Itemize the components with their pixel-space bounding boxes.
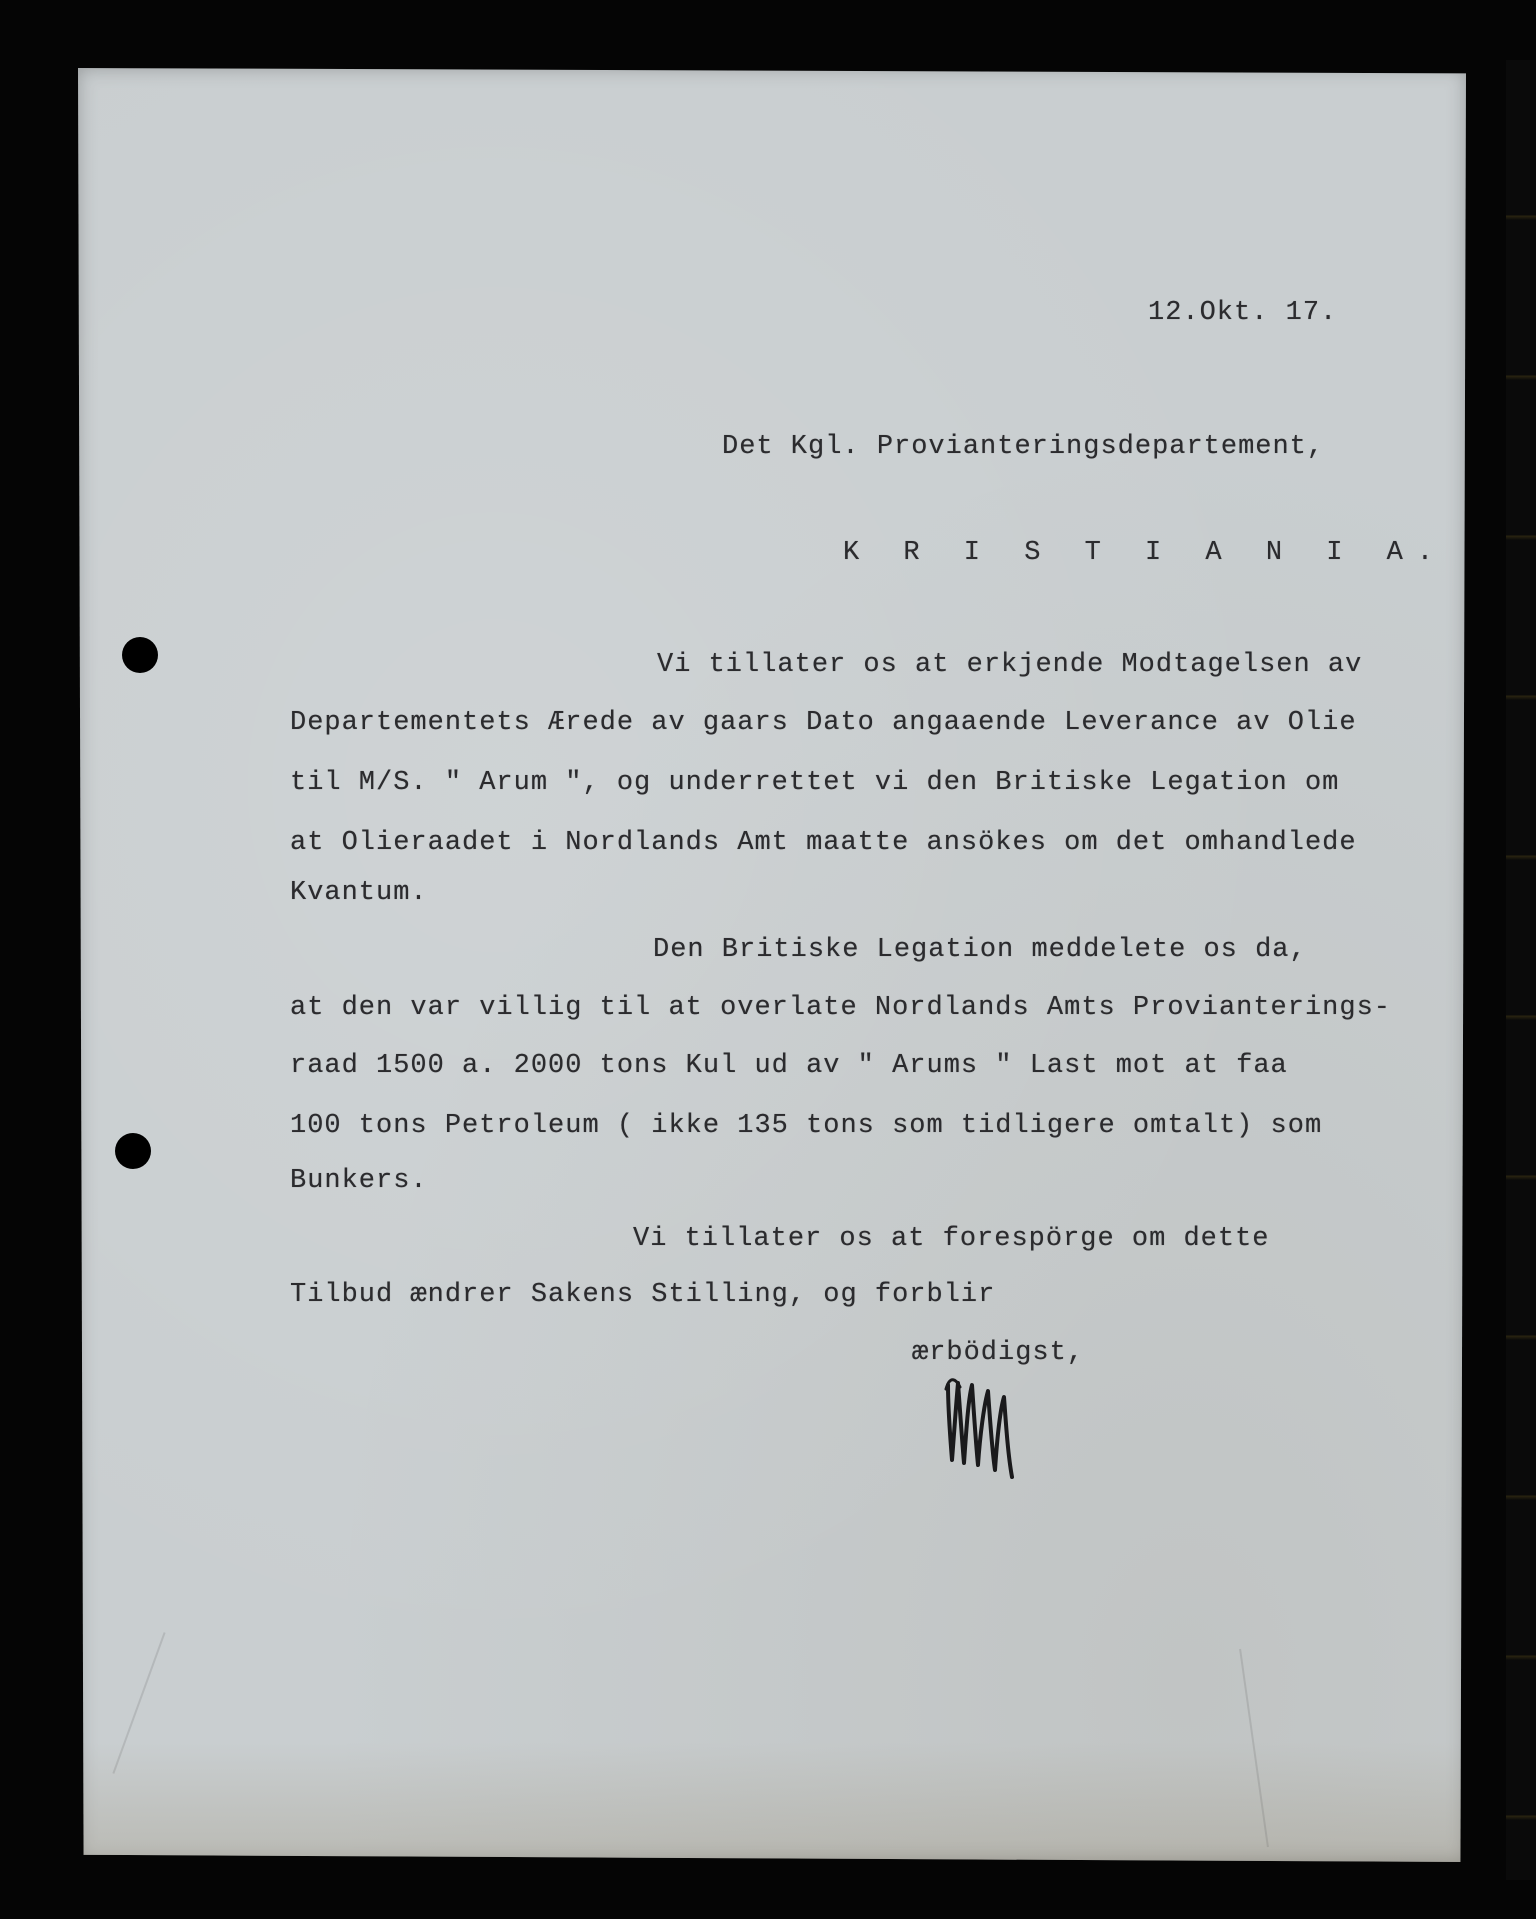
letter-addressee: Det Kgl. Provianteringsdepartement, [722,432,1325,462]
punch-hole-bottom [115,1133,151,1169]
letter-closing: ærbödigst, [912,1338,1085,1368]
paragraph3-line: Vi tillater os at forespörge om dette [633,1224,1270,1254]
paragraph1-line: Vi tillater os at erkjende Modtagelsen av [657,650,1363,680]
paragraph2-line: Bunkers. [290,1166,428,1196]
letter-city: K R I S T I A N I A. [843,538,1448,568]
letter-date: 12.Okt. 17. [1148,298,1338,328]
paragraph1-line: Kvantum. [290,878,428,908]
paper-edge-shading [78,1742,1466,1862]
paragraph1-line: til M/S. " Arum ", og underrettet vi den Britiske Legation om [290,768,1340,798]
paragraph2-line: Den Britiske Legation meddelete os da, [653,935,1307,965]
paragraph1-line: Departementets Ærede av gaars Dato angaaende Leverance av Olie [290,708,1357,738]
scale-ruler [1506,60,1536,1880]
paragraph2-line: at den var villig til at overlate Nordlands Amts Provianterings- [290,993,1391,1023]
paragraph1-line: at Olieraadet i Nordlands Amt maatte ansökes om det omhandlede [290,828,1357,858]
paragraph2-line: 100 tons Petroleum ( ikke 135 tons som tidligere omtalt) som [290,1111,1323,1141]
paragraph3-line: Tilbud ændrer Sakens Stilling, og forblir [290,1280,996,1310]
punch-hole-top [122,637,158,673]
handwritten-signature [942,1365,1022,1480]
paragraph2-line: raad 1500 a. 2000 tons Kul ud av " Arums " Last mot at faa [290,1051,1288,1081]
letter-page [78,68,1466,1862]
